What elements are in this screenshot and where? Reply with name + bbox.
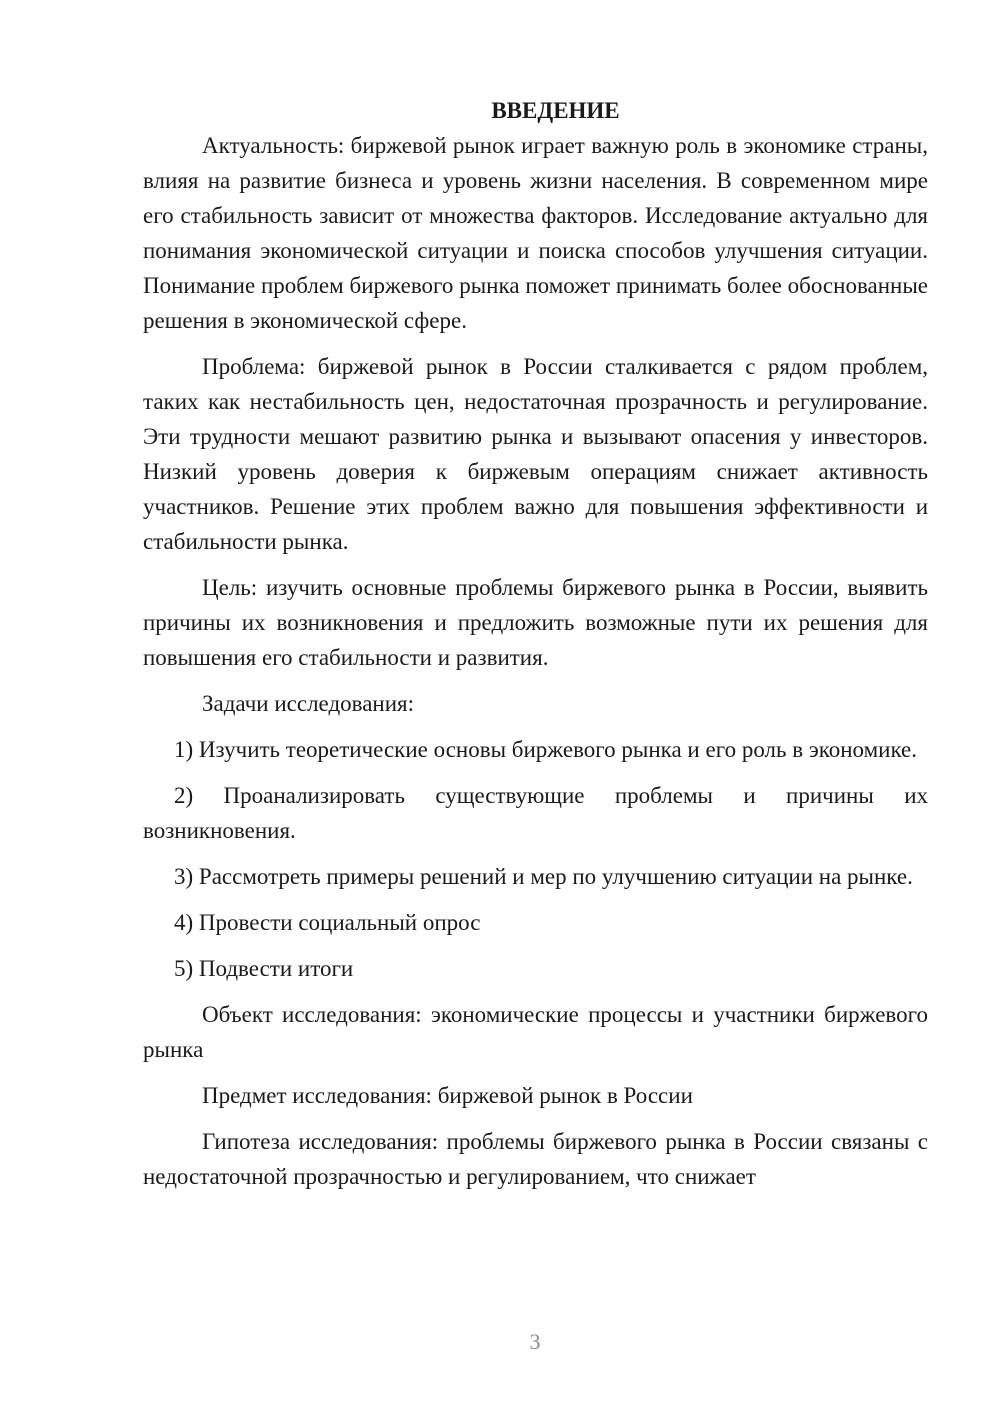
page-content	[143, 93, 928, 1194]
task-item-2: 2) Проанализировать существующие проблемы и причины их возникновения.	[143, 783, 928, 843]
paragraph-object: Объект исследования: экономические процессы и участники биржевого рынка	[143, 1002, 928, 1062]
page-number: 3	[529, 1329, 541, 1354]
task-item-3: 3) Рассмотреть примеры решений и мер по улучшению ситуации на рынке.	[174, 864, 913, 889]
task-item-4: 4) Провести социальный опрос	[174, 910, 481, 935]
paragraph-relevance: Актуальность: биржевой рынок играет важную роль в экономике страны, влияя на развитие бизнеса и уровень жизни населения. В современном мире его стабильность зависит от множества факторов. Исследование актуально для понимания экономической ситуации и поиска способов улучшения ситуации. Понимание проблем биржевого рынка поможет принимать более обоснованные решения в экономической сфере.	[143, 133, 928, 333]
paragraph-subject: Предмет исследования: биржевой рынок в России	[202, 1083, 693, 1108]
task-item-1: 1) Изучить теоретические основы биржевого рынка и его роль в экономике.	[174, 737, 918, 762]
page-title: ВВЕДЕНИЕ	[491, 98, 620, 123]
paragraph-hypothesis: Гипотеза исследования: проблемы биржевого рынка в России связаны с недостаточной прозрачностью и регулированием, что снижает	[143, 1129, 928, 1189]
paragraph-goal: Цель: изучить основные проблемы биржевого рынка в России, выявить причины их возникновения и предложить возможные пути их решения для повышения его стабильности и развития.	[143, 575, 928, 670]
tasks-heading: Задачи исследования:	[202, 691, 415, 716]
task-item-5: 5) Подвести итоги	[174, 956, 354, 981]
paragraph-problem: Проблема: биржевой рынок в России сталкивается с рядом проблем, таких как нестабильность цен, недостаточная прозрачность и регулирование. Эти трудности мешают развитию рынка и вызывают опасения у инвесторов. Низкий уровень доверия к биржевым операциям снижает активность участников. Решение этих проблем важно для повышения эффективности и стабильности рынка.	[143, 354, 928, 554]
